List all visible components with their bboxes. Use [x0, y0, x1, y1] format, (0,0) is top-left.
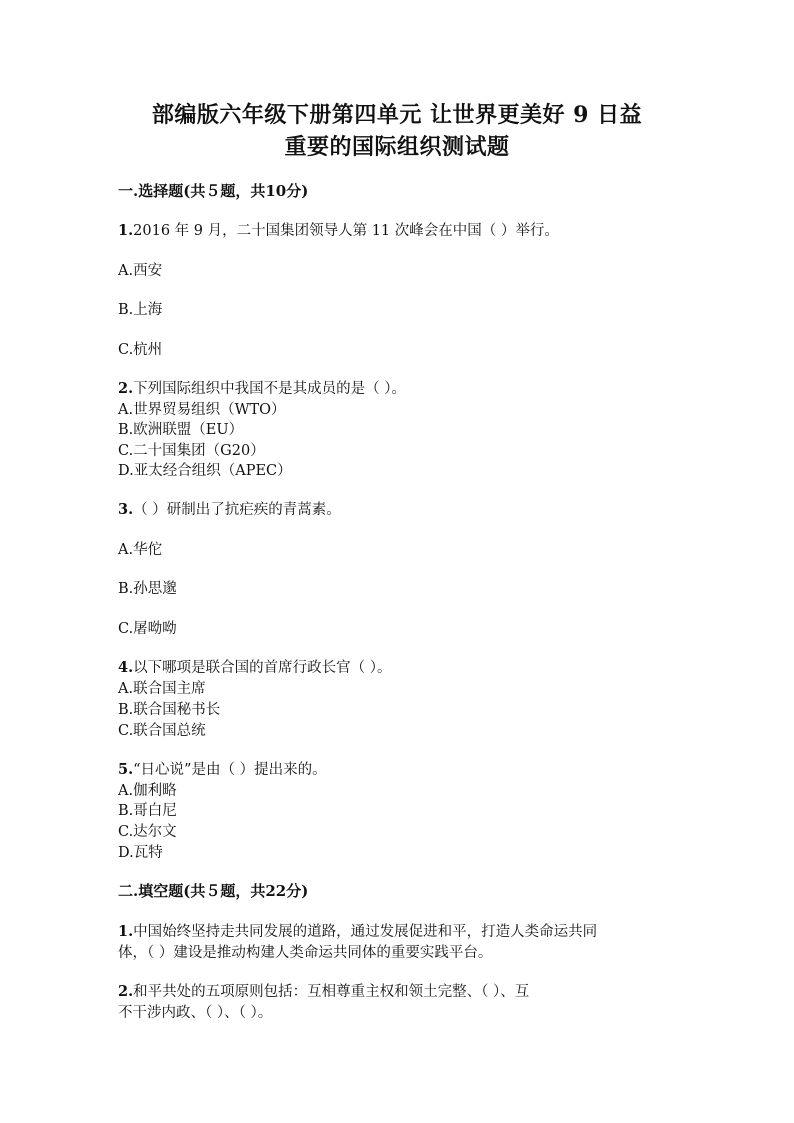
question-text: （ ）研制出了抗疟疾的青蒿素。	[133, 502, 341, 518]
option-c: C.达尔文	[118, 824, 177, 840]
question-2	[118, 377, 406, 398]
question-text: 下列国际组织中我国不是其成员的是（ ）。	[133, 381, 406, 397]
fill-question-1	[118, 920, 597, 941]
question-number: 5.	[118, 761, 134, 778]
question-number: 2.	[118, 380, 134, 397]
option-d: D.瓦特	[118, 845, 163, 861]
fill-question-2-line2: 不干涉内政、（ ）、（ ）。	[118, 1005, 273, 1021]
question-number: 4.	[118, 659, 134, 676]
option-b: B.欧洲联盟（EU）	[118, 422, 244, 438]
question-3	[118, 498, 341, 519]
option-a: A.西安	[118, 263, 163, 279]
option-c: C.屠呦呦	[118, 621, 177, 637]
question-number: 3.	[118, 501, 134, 518]
option-b: B.哥白尼	[118, 803, 177, 819]
question-number: 1.	[118, 222, 134, 239]
option-d: D.亚太经合组织（APEC）	[118, 463, 292, 479]
section-heading-fill: 二.填空题(共５题，共22分)	[118, 882, 309, 900]
question-1	[118, 219, 559, 240]
option-a: A.华佗	[118, 542, 163, 558]
section-heading-choice: 一.选择题(共５题，共10分)	[118, 182, 309, 200]
option-a: A.联合国主席	[118, 681, 206, 697]
question-text: 2016 年 9 月，二十国集团领导人第 11 次峰会在中国（ ）举行。	[133, 223, 559, 239]
question-text: 中国始终坚持走共同发展的道路，通过发展促进和平，打造人类命运共同	[133, 924, 598, 940]
option-c: C.杭州	[118, 342, 163, 358]
document-title-line2: 重要的国际组织测试题	[284, 134, 510, 160]
option-b: B.上海	[118, 302, 163, 318]
option-a: A.世界贸易组织（WTO）	[118, 402, 286, 418]
document-title-line1: 部编版六年级下册第四单元 让世界更美好 9 日益	[151, 102, 643, 128]
question-number: 1.	[118, 923, 134, 940]
fill-question-1-line2: 体，（ ）建设是推动构建人类命运共同体的重要实践平台。	[118, 945, 493, 961]
question-number: 2.	[118, 983, 134, 1000]
option-c: C.联合国总统	[118, 723, 206, 739]
option-a: A.伽利略	[118, 783, 177, 799]
question-4	[118, 656, 392, 677]
fill-question-2	[118, 980, 529, 1001]
option-b: B.孙思邈	[118, 581, 177, 597]
question-text: 以下哪项是联合国的首席行政长官（ ）。	[133, 660, 392, 676]
option-c: C.二十国集团（G20）	[118, 443, 265, 459]
question-5	[118, 758, 327, 779]
question-text: “日心说”是由（ ）提出来的。	[133, 762, 327, 778]
option-b: B.联合国秘书长	[118, 702, 221, 718]
question-text: 和平共处的五项原则包括：互相尊重主权和领土完整、（ ）、互	[133, 984, 530, 1000]
